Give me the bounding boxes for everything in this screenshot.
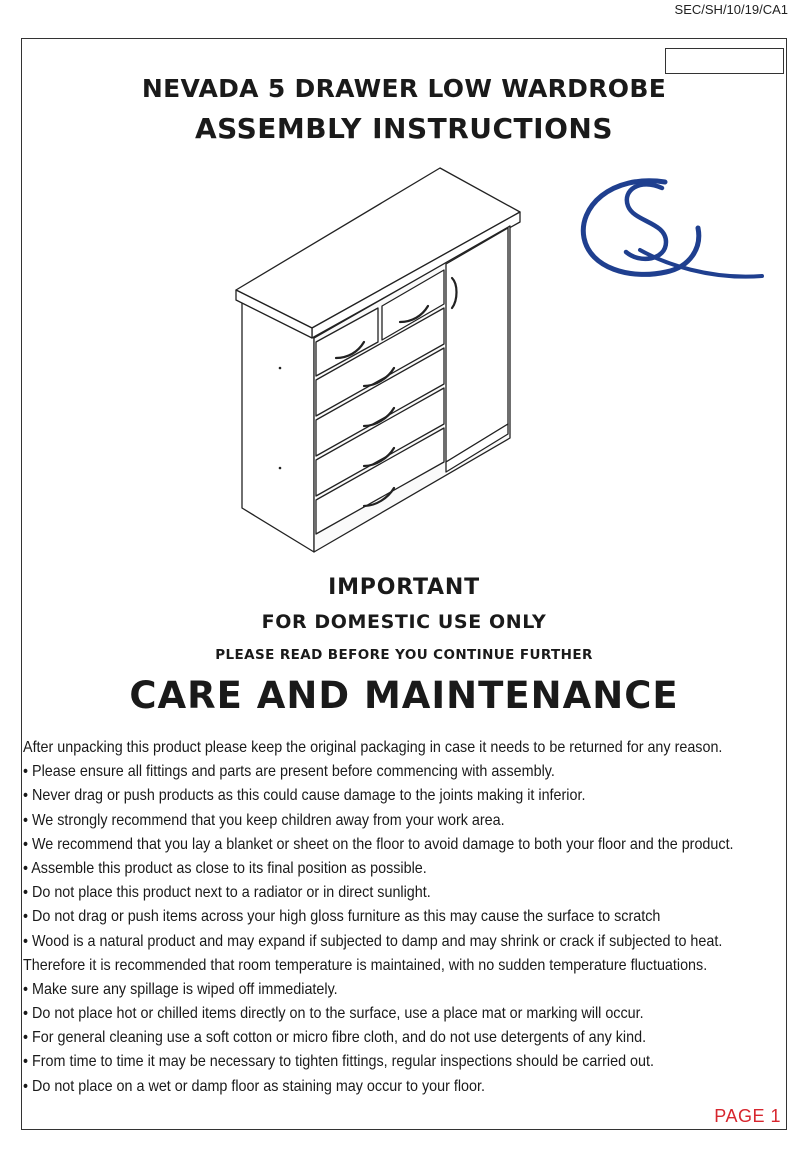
care-line: • Do not place on a wet or damp floor as staining may occur to your floor. <box>23 1077 485 1095</box>
care-line: Therefore it is recommended that room temperature is maintained, with no sudden temperature fluctuations. <box>23 956 708 974</box>
product-title: NEVADA 5 DRAWER LOW WARDROBE <box>141 74 667 103</box>
care-line: • We strongly recommend that you keep children away from your work area. <box>23 811 505 829</box>
care-line: • Never drag or push products as this could cause damage to the joints making it inferior. <box>23 787 586 805</box>
read-before-notice: PLEASE READ BEFORE YOU CONTINUE FURTHER <box>215 647 593 663</box>
sq-monogram-logo <box>570 168 770 288</box>
care-line: • Wood is a natural product and may expand if subjected to damp and may shrink or crack if subjected to heat. <box>23 932 723 950</box>
important-heading: IMPORTANT <box>328 575 480 600</box>
care-line: • Assemble this product as close to its final position as possible. <box>23 859 427 877</box>
care-line: • Do not place hot or chilled items directly on to the surface, use a place mat or marking will occur. <box>23 1005 644 1023</box>
empty-label-box <box>665 48 784 74</box>
care-line: • Please ensure all fittings and parts are present before commencing with assembly. <box>23 763 555 781</box>
document-subtitle: ASSEMBLY INSTRUCTIONS <box>195 112 613 145</box>
page-number: PAGE 1 <box>714 1106 781 1126</box>
care-instructions <box>23 736 734 1099</box>
care-line: After unpacking this product please keep the original packaging in case it needs to be returned for any reason. <box>23 739 723 756</box>
care-line: • Do not place this product next to a radiator or in direct sunlight. <box>23 884 431 902</box>
care-line: • We recommend that you lay a blanket or sheet on the floor to avoid damage to both your floor and the product. <box>23 835 734 853</box>
care-heading: CARE AND MAINTENANCE <box>129 674 679 717</box>
care-line: • Do not drag or push items across your high gloss furniture as this may cause the surface to scratch <box>23 908 661 926</box>
care-line: • Make sure any spillage is wiped off immediately. <box>23 980 338 998</box>
five-drawer-wardrobe-line-drawing <box>230 162 530 562</box>
care-line: • For general cleaning use a soft cotton or micro fibre cloth, and do not use detergents of any kind. <box>23 1029 647 1047</box>
care-line: • From time to time it may be necessary to tighten fittings, regular inspections should be carried out. <box>23 1053 654 1071</box>
domestic-use-notice: FOR DOMESTIC USE ONLY <box>261 611 547 633</box>
document-code: SEC/SH/10/19/CA1 <box>674 2 788 17</box>
